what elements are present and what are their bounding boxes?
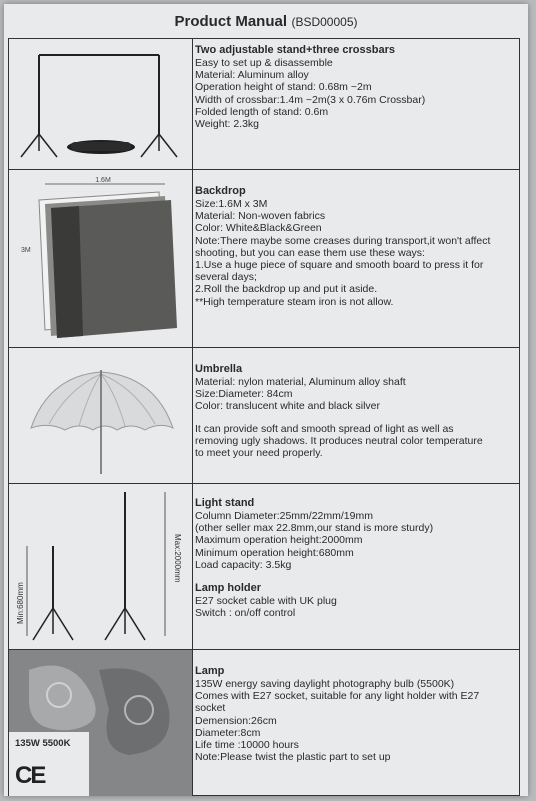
lamp-heading: Lamp [195, 665, 225, 677]
stand-text [195, 43, 515, 130]
backdrop-line: **High temperature steam iron is not allow. [195, 295, 394, 308]
backdrop-row [9, 169, 519, 347]
backdrop-line: shooting, but you can ease them use these ways: [195, 246, 425, 259]
lamp-line: Diameter:8cm [195, 726, 261, 739]
light-stand-text [195, 496, 515, 619]
lamp-holder-line: E27 socket cable with UK plug [195, 595, 337, 608]
lamp-line: 135W energy saving daylight photography bulb (5500K) [195, 678, 455, 690]
spec-table [8, 38, 520, 796]
lamp-image [9, 650, 193, 795]
umbrella-line: to meet your need properly. [195, 447, 323, 460]
stand-image [9, 39, 193, 169]
backdrop-width-label: 1.6M [95, 177, 111, 184]
lamp-holder-heading: Lamp holder [195, 582, 262, 595]
page-title: Product Manual [174, 13, 287, 30]
min-height-label: Min:680mm [16, 582, 25, 624]
light-stand-image [9, 484, 193, 649]
light-stand-line: (other seller max 22.8mm,our stand is more sturdy) [195, 522, 434, 535]
backdrop-line: Note:There maybe some creases during transport,it won't affect [195, 234, 491, 247]
lamp-line: Comes with E27 socket, suitable for any light holder with E27 [195, 690, 480, 703]
backdrop-line: Color: White&Black&Green [195, 222, 322, 235]
lamp-text [195, 664, 515, 763]
stand-row [9, 39, 519, 169]
lamp-line: Demension:26cm [195, 714, 277, 727]
stand-line: Operation height of stand: 0.68m ~2m [195, 81, 372, 94]
max-height-label: Max:2000mm [173, 534, 182, 583]
backdrop-line: Material: Non-woven fabrics [195, 210, 326, 223]
stand-line: Easy to set up & disassemble [195, 57, 333, 69]
stand-line: Weight: 2.3kg [195, 118, 260, 131]
lamp-line: Note:Please twist the plastic part to set up [195, 751, 391, 764]
umbrella-line: removing ugly shadows. It produces neutral color temperature [195, 434, 483, 447]
light-stand-line: Minimum operation height:680mm [195, 546, 354, 559]
light-stand-row [9, 483, 519, 649]
backdrop-line: 2.Roll the backdrop up and put it aside. [195, 283, 378, 296]
backdrop-height-label: 3M [21, 247, 31, 254]
light-stand-line: Load capacity: 3.5kg [195, 558, 292, 571]
umbrella-row [9, 347, 519, 483]
backdrop-text [195, 184, 515, 308]
backdrop-image [9, 170, 193, 347]
stand-line: Material: Aluminum alloy [195, 69, 309, 82]
light-stand-heading: Light stand [195, 497, 255, 509]
title-row [4, 4, 528, 38]
umbrella-line: It can provide soft and smooth spread of light as well as [195, 422, 454, 435]
backdrop-illustration [9, 170, 192, 348]
backdrop-line: several days; [195, 271, 257, 284]
ce-mark: CE [15, 762, 45, 789]
umbrella-line: Size:Diameter: 84cm [195, 388, 293, 401]
light-stand-line: Maximum operation height:2000mm [195, 534, 363, 547]
lamp-line: Life time :10000 hours [195, 739, 299, 752]
backdrop-line: Size:1.6M x 3M [195, 198, 268, 210]
manual-sheet [4, 4, 528, 796]
umbrella-illustration [9, 348, 192, 484]
lamp-row [9, 649, 519, 795]
stand-heading: Two adjustable stand+three crossbars [195, 44, 395, 56]
product-code: (BSD00005) [291, 15, 358, 29]
wattage-badge: 135W 5500K [15, 738, 71, 749]
umbrella-line: Color: translucent white and black silver [195, 400, 381, 413]
light-stand-line: Column Diameter:25mm/22mm/19mm [195, 510, 373, 522]
stand-line: Width of crossbar:1.4m ~2m(3 x 0.76m Crossbar) [195, 93, 426, 106]
backdrop-heading: Backdrop [195, 185, 246, 197]
stand-line: Folded length of stand: 0.6m [195, 105, 329, 118]
backdrop-line: 1.Use a huge piece of square and smooth board to press it for [195, 259, 484, 272]
umbrella-image [9, 348, 193, 483]
umbrella-line: Material: nylon material, Aluminum alloy shaft [195, 376, 406, 388]
umbrella-heading: Umbrella [195, 363, 243, 375]
lamp-holder-line: Switch : on/off control [195, 607, 296, 620]
umbrella-text [195, 362, 515, 459]
backdrop-stand-illustration [9, 39, 192, 169]
light-stand-illustration [9, 484, 192, 650]
lamp-line: socket [195, 702, 226, 715]
